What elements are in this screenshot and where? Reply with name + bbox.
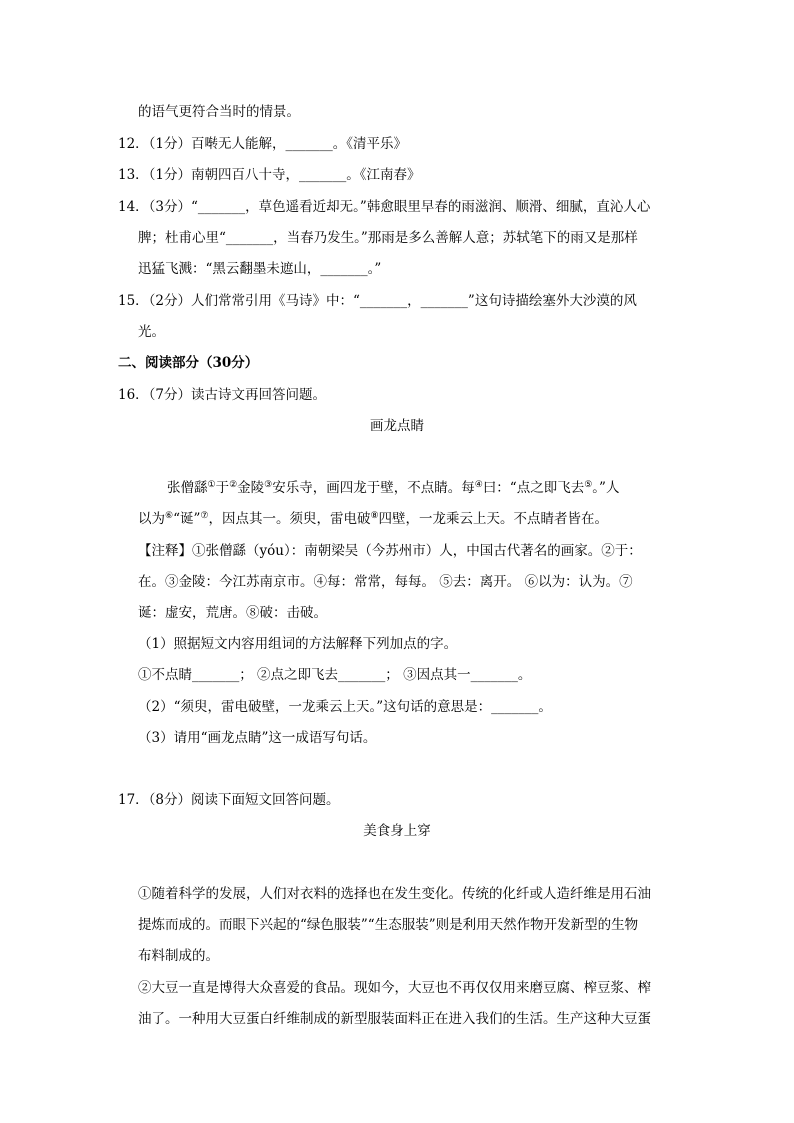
annotation: 在。③金陵：今江苏南京市。④每：常常，每每。 ⑤去：离开。 ⑥以为：认为。⑦ bbox=[138, 574, 633, 590]
passage-text: “诞” bbox=[173, 511, 201, 527]
section-heading: 二、阅读部分（30分） bbox=[118, 355, 259, 371]
footnote-marker: ④ bbox=[474, 480, 483, 490]
footnote-marker: ⑧ bbox=[370, 511, 379, 521]
sub-question: （1）照据短文内容用组词的方法解释下列加点的字。 bbox=[138, 636, 458, 652]
question-15: 15．（2分）人们常常引用《马诗》中：“_______，_______”这句诗描绘塞外大沙漠的风 bbox=[118, 293, 637, 309]
sub-question: （2）“须臾，雷电破壁，一龙乘云上天。”这句话的意思是：_______。 bbox=[138, 699, 552, 715]
footnote-marker: ⑥ bbox=[165, 511, 174, 521]
question-13: 13．（1分）南朝四百八十寺，_______。《江南春》 bbox=[118, 167, 421, 183]
passage-line: ①随着科学的发展，人们对衣料的选择也在发生变化。传统的化纤或人造纤维是用石油 bbox=[138, 886, 651, 902]
question-14: 14．（3分）“_______，草色遥看近却无。”韩愈眼里早春的雨滋润、顺滑、细腻，直沁人心 bbox=[118, 199, 651, 215]
question-12: 12．（1分）百啭无人能解，_______。《清平乐》 bbox=[118, 136, 408, 152]
text-line: 脾；杜甫心里“_______，当春乃发生。”那雨是多么善解人意；苏轼笔下的雨又是那样 bbox=[138, 230, 638, 246]
passage-line: 布料制成的。 bbox=[138, 948, 219, 964]
passage-text: 四壁，一龙乘云上天。不点睛者皆在。 bbox=[378, 511, 609, 527]
passage-text: 。”人 bbox=[592, 480, 620, 496]
passage-title: 美食身上穿 bbox=[363, 823, 431, 839]
footnote-marker: ① bbox=[207, 480, 216, 490]
footnote-marker: ③ bbox=[264, 480, 273, 490]
passage-text: 张僧繇 bbox=[167, 480, 208, 496]
footnote-marker: ⑤ bbox=[584, 480, 593, 490]
passage-text: 以为 bbox=[138, 511, 165, 527]
sub-question: ①不点睛_______； ②点之即飞去_______； ③因点其一_______。 bbox=[138, 667, 532, 683]
passage-line bbox=[138, 510, 794, 528]
passage-line bbox=[167, 479, 794, 497]
question-16: 16．（7分）读古诗文再回答问题。 bbox=[118, 387, 327, 403]
passage-line: 油了。一种用大豆蛋白纤维制成的新型服装面料正在进入我们的生活。生产这种大豆蛋 bbox=[138, 1011, 651, 1027]
passage-line: ②大豆一直是博得大众喜爱的食品。现如今，大豆也不再仅仅用来磨豆腐、榨豆浆、榨 bbox=[138, 980, 651, 996]
passage-title: 画龙点睛 bbox=[370, 418, 424, 434]
passage-text: 安乐寺，画四龙于壁，不点睛。每 bbox=[272, 480, 475, 496]
footnote-marker: ② bbox=[229, 480, 238, 490]
passage-text: 于 bbox=[215, 480, 230, 496]
sub-question: （3）请用“画龙点睛”这一成语写句话。 bbox=[138, 730, 377, 746]
footnote-marker: ⑦ bbox=[200, 511, 209, 521]
text-line: 的语气更符合当时的情景。 bbox=[138, 104, 300, 120]
passage-text: 曰：“点之即飞去 bbox=[482, 480, 585, 496]
passage-text: 金陵 bbox=[237, 480, 265, 496]
passage-line: 提炼而成的。而眼下兴起的“绿色服装”“生态服装”则是利用天然作物开发新型的生物 bbox=[138, 917, 639, 933]
passage-text: ，因点其一。须臾，雷电破 bbox=[208, 511, 371, 527]
annotation: 【注释】①张僧繇（yóu）：南朝梁吴（今苏州市）人，中国古代著名的画家。②于： bbox=[138, 543, 642, 559]
text-line: 迅猛飞溅：“黑云翻墨未遮山，_______。” bbox=[138, 261, 382, 277]
question-17: 17．（8分）阅读下面短文回答问题。 bbox=[118, 792, 340, 808]
text-line: 光。 bbox=[138, 324, 165, 340]
annotation: 诞：虚安，荒唐。⑧破：击破。 bbox=[138, 605, 327, 621]
